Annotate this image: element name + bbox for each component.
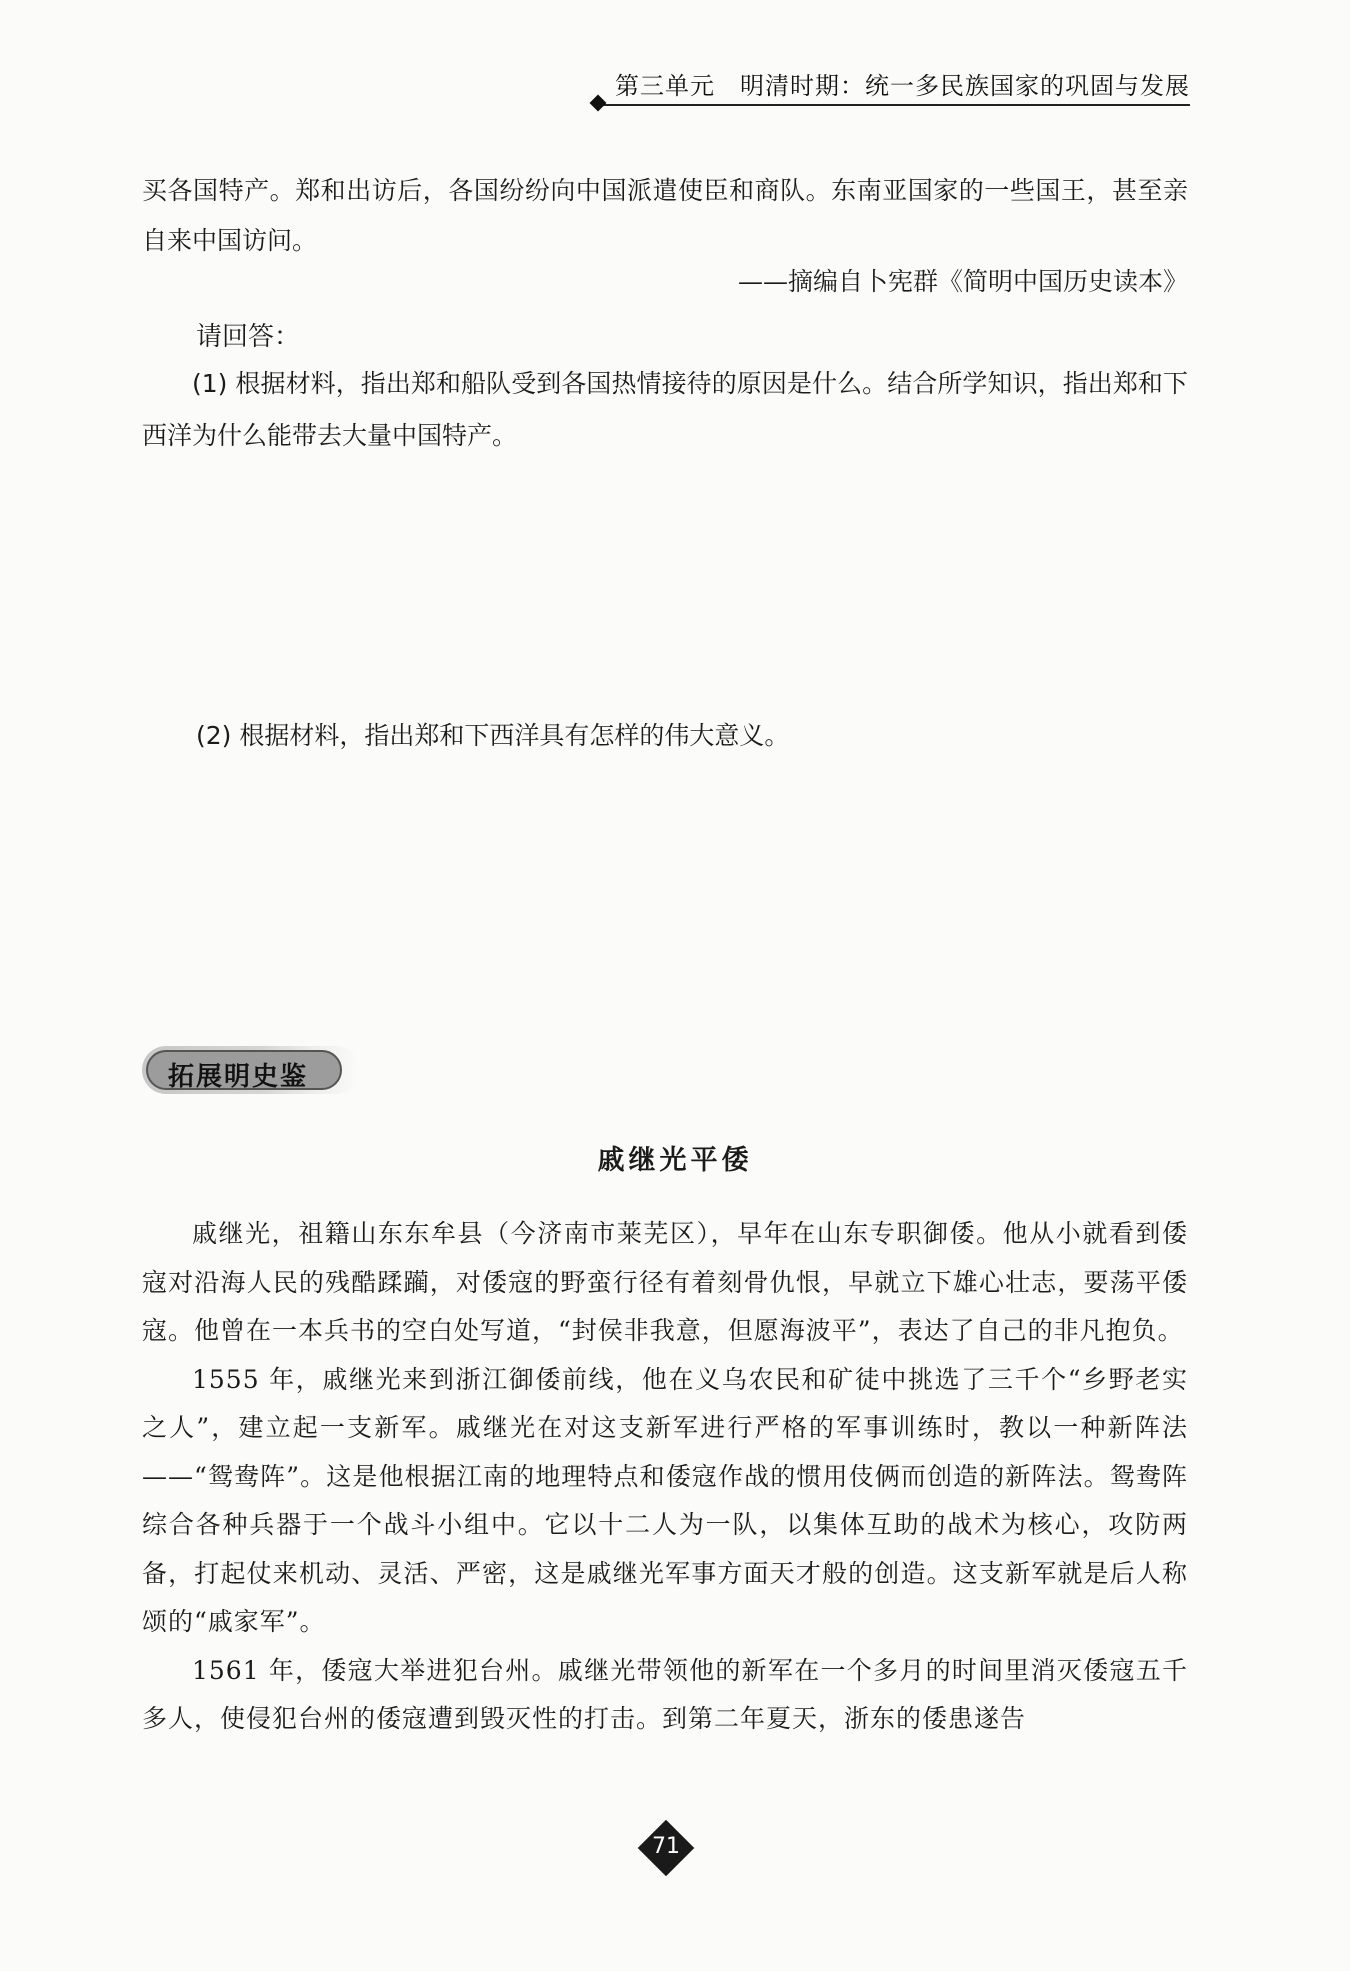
question-1-text: (1) 根据材料，指出郑和船队受到各国热情接待的原因是什么。结合所学知识，指出郑和下西洋为什么能带去大量中国特产。	[142, 369, 1188, 450]
material-excerpt	[142, 166, 1188, 266]
material-text: 买各国特产。郑和出访后，各国纷纷向中国派遣使臣和商队。东南亚国家的一些国王，甚至亲自来中国访问。	[142, 176, 1188, 255]
questions-prompt: 请回答：	[196, 322, 301, 352]
article-paragraph: 1561 年，倭寇大举进犯台州。戚继光带领他的新军在一个多月的时间里消灭倭寇五千多人，使侵犯台州的倭寇遭到毁灭性的打击。到第二年夏天，浙东的倭患遂告	[142, 1655, 1188, 1733]
question-2: (2) 根据材料，指出郑和下西洋具有怎样的伟大意义。	[196, 721, 790, 750]
running-header	[600, 66, 1190, 106]
article-body	[142, 1210, 1188, 1744]
diamond-bullet-icon	[590, 95, 607, 112]
page-number	[638, 1820, 694, 1876]
section-badge-pill	[146, 1050, 342, 1090]
material-source: ——摘编自卜宪群《简明中国历史读本》	[737, 267, 1188, 296]
article-title: 戚继光平倭	[597, 1145, 753, 1176]
header-title: 第三单元 明清时期：统一多民族国家的巩固与发展	[615, 72, 1190, 100]
section-label: 拓展明史鉴	[168, 1062, 309, 1092]
question-1	[142, 358, 1188, 462]
header-rule	[600, 104, 1190, 106]
page-number-text: 71	[652, 1834, 680, 1859]
article-paragraph: 戚继光，祖籍山东东牟县（今济南市莱芜区），早年在山东专职御倭。他从小就看到倭寇对沿海人民的残酷蹂躏，对倭寇的野蛮行径有着刻骨仇恨，早就立下雄心壮志，要荡平倭寇。他曾在一本兵书的空白处写道，“封侯非我意，但愿海波平”，表达了自己的非凡抱负。	[142, 1219, 1188, 1345]
section-badge	[142, 1046, 360, 1094]
article-paragraph: 1555 年，戚继光来到浙江御倭前线，他在义乌农民和矿徒中挑选了三千个“乡野老实之人”，建立起一支新军。戚继光在对这支新军进行严格的军事训练时，教以一种新阵法——“鸳鸯阵”。这是他根据江南的地理特点和倭寇作战的惯用伎俩而创造的新阵法。鸳鸯阵综合各种兵器于一个战斗小组中。它以十二人为一队，以集体互助的战术为核心，攻防两备，打起仗来机动、灵活、严密，这是戚继光军事方面天才般的创造。这支新军就是后人称颂的“戚家军”。	[142, 1364, 1188, 1636]
